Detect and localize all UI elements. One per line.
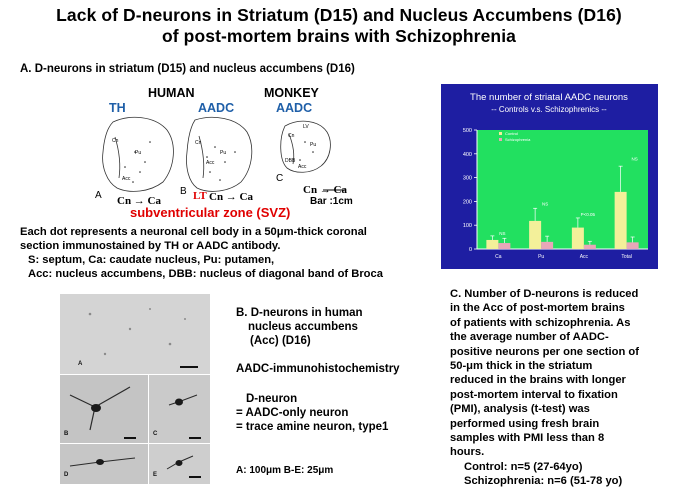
cn-label-1: Cn [112,138,119,144]
legend-label: Schizophrenia [505,137,531,142]
caption-line-2: section immunostained by TH or AADC antibody. [20,240,281,252]
section-a-heading: A. D-neurons in striatum (D15) and nucleus accumbens (D16) [20,63,355,75]
c-line-1: C. Number of D-neurons is reduced [450,288,639,300]
bar [529,221,541,249]
c-line-7: reduced in the brains with longer [450,374,626,387]
pu-label-3: Pu [310,142,317,148]
acc-label-3: Acc [298,164,307,170]
c-line-10: performed using fresh brain [450,417,600,430]
section-b-line-2: nucleus accumbens [248,321,358,333]
caption-line-1: Each dot represents a neuronal cell body in a 50μm-thick coronal [20,226,367,238]
monkey-label: MONKEY [264,86,319,100]
category-label: Pu [538,254,545,260]
c-control: Control: n=5 (27-64yo) [464,460,583,473]
category-label: Ca [495,254,502,260]
micrograph-b-neuron [60,375,148,443]
bar [486,240,498,249]
c-line-9: (PMI), analysis (t-test) was [450,403,590,416]
y-tick-label: 300 [462,175,472,182]
scale-label: A: 100μm B-E: 25μm [236,465,334,476]
c-line-2: in the Acc of post-mortem brains [450,302,625,315]
c-line-3: of patients with schizophrenia. As [450,316,631,329]
def-line-3: = trace amine neuron, type1 [236,421,389,433]
micrograph-b-scale-bar [124,437,136,439]
arrow-lt: LT [193,190,207,202]
significance-label: NS [631,156,638,162]
bar [572,228,584,249]
section-b-line-3: (Acc) (D16) [250,335,311,347]
aadc-label-human: AADC [198,101,235,115]
panel-b-label: B [180,186,187,197]
arrow-cn-ca-2: Cn → Ca [209,191,254,203]
legend-label: Control [505,131,518,136]
micrograph-label-b: B [64,431,69,437]
pu-label-2: Pu [220,150,227,156]
significance-label: NS [499,230,506,236]
y-tick-label: 400 [462,151,472,158]
micrograph-e-scale-bar [189,476,201,478]
c-line-4: the average number of AADC- [450,331,609,344]
y-tick-label: 500 [462,128,472,134]
c-line-8: post-mortem interval to fixation [450,388,618,401]
arrow-cn-ca-1: Cn → Ca [117,195,162,207]
page-subtitle: of post-mortem brains with Schizophrenia [161,26,517,46]
th-label: TH [109,101,126,115]
aadc-label-monkey: AADC [276,101,313,115]
acc-label-2: Acc [206,160,215,166]
section-b-heading [236,306,363,348]
section-b-stain: AADC-immunohistochemistry [236,363,400,375]
chart-subtitle: -- Controls v.s. Schizophrenics -- [491,105,607,114]
caption-line-3: S: septum, Ca: caudate nucleus, Pu: putamen, [28,254,275,266]
micrograph-a-scale-bar [180,366,198,368]
micrograph-d [60,444,148,484]
chart-svg [441,84,658,269]
dbb-label: DBB [285,158,296,164]
bar [541,242,553,249]
d-neuron-definition [236,392,388,434]
lv-label: LV [303,124,309,130]
micrograph-b [60,375,148,443]
legend-swatch [499,138,502,141]
bar [615,192,627,249]
chart-title: The number of striatal AADC neurons [470,92,628,103]
micrograph-e [149,444,210,484]
micrograph-label-c: C [153,431,158,437]
micrograph-label-d: D [64,472,69,478]
micrograph-c [149,375,210,443]
y-tick-label: 0 [468,247,472,253]
panel-c-label: C [276,173,284,184]
c-line-5: positive neurons per one section of [450,345,639,358]
micrograph-a-texture [60,294,210,374]
def-line-2: = AADC-only neuron [236,407,349,419]
section-b-line-1: B. D-neurons in human [236,307,363,319]
significance-label: P<0.05 [580,211,596,217]
cn-label-2: Cn [195,140,202,146]
micrograph-c-scale-bar [189,437,201,439]
c-schizo: Schizophrenia: n=6 (51-78 yo) [464,475,623,488]
panel-a-label: A [95,190,102,201]
c-line-11: samples with PMI less than 8 [450,432,605,445]
micrograph-c-neuron [149,375,210,443]
bar [498,243,510,249]
human-label: HUMAN [148,86,195,100]
arrow-cn-ca-3: Cn → Ca [303,184,348,196]
micrograph-d-neuron [60,444,148,484]
cn-label-3: Cn [288,133,295,139]
section-c-text [450,287,672,489]
category-label: Total [621,254,632,260]
bar-label: Bar :1cm [310,196,353,207]
page-title: Lack of D-neurons in Striatum (D15) and Nucleus Accumbens (D16) [56,5,622,25]
legend-swatch [499,132,502,135]
aadc-neurons-chart [441,84,658,269]
caption-line-4: Acc: nucleus accumbens, DBB: nucleus of diagonal band of Broca [28,268,383,280]
bar [584,245,596,249]
section-a-caption [20,225,383,281]
category-label: Acc [579,254,589,260]
bar [627,242,639,249]
y-tick-label: 200 [462,199,472,206]
micrograph-a [60,294,210,374]
micrograph-label-e: E [153,472,158,478]
micrograph-e-neuron [149,444,210,484]
acc-label-1: Acc [122,176,131,182]
pu-label-1: Pu [135,150,142,156]
c-line-6: 50-μm thick in the striatum [450,360,593,373]
svz-label: subventricular zone (SVZ) [130,205,291,220]
def-line-1: D-neuron [246,393,298,405]
micrograph-label-a: A [78,361,83,367]
c-line-12: hours. [450,446,485,459]
significance-label: NS [541,201,549,207]
y-tick-label: 100 [462,223,472,230]
